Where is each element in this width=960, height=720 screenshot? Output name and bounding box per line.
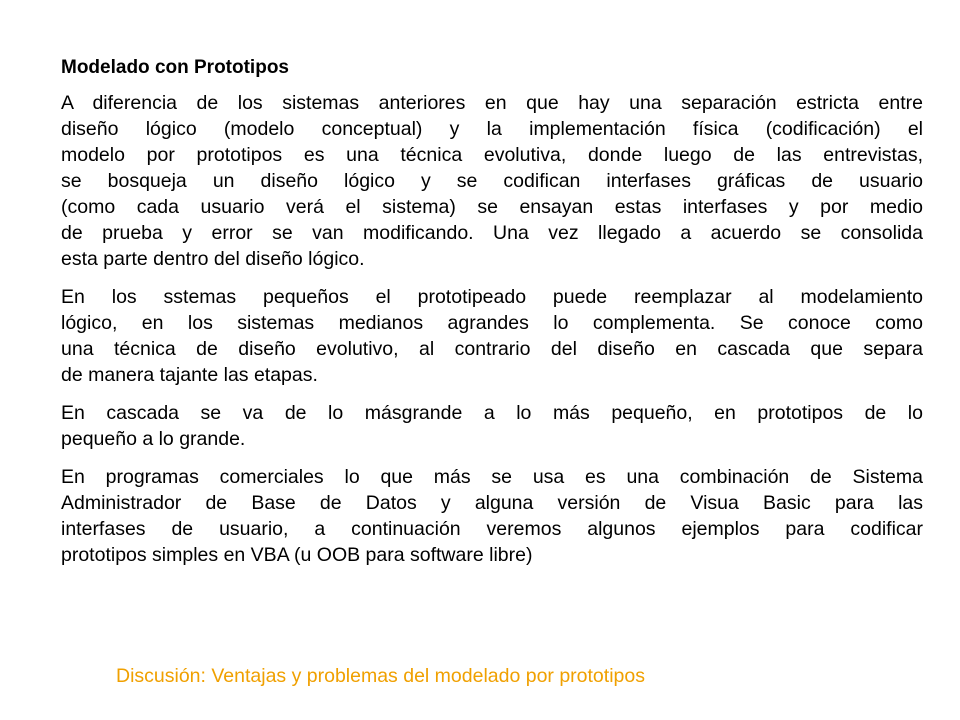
paragraph-line: diseño lógico (modelo conceptual) y la implementación física (codificación) el (61, 118, 923, 140)
paragraph-line: En cascada se va de lo másgrande a lo más pequeño, en prototipos de lo (61, 402, 923, 424)
paragraph-line: interfases de usuario, a continuación veremos algunos ejemplos para codificar (61, 518, 923, 540)
paragraph-line: En programas comerciales lo que más se usa es una combinación de Sistema (61, 466, 923, 488)
paragraph-line: una técnica de diseño evolutivo, al contrario del diseño en cascada que separa (61, 338, 923, 360)
paragraph-intro (61, 90, 923, 272)
slide-title: Modelado con Prototipos (61, 57, 289, 78)
slide-content (61, 55, 923, 580)
paragraph-line: pequeño a lo grande. (61, 428, 246, 450)
paragraph-line: (como cada usuario verá el sistema) se ensayan estas interfases y por medio (61, 196, 923, 218)
paragraph-line: se bosqueja un diseño lógico y se codifican interfases gráficas de usuario (61, 170, 923, 192)
paragraph-line: A diferencia de los sistemas anteriores en que hay una separación estricta entre (61, 92, 923, 114)
discussion-prompt: Discusión: Ventajas y problemas del modelado por prototipos (116, 665, 645, 687)
paragraph-small-systems (61, 284, 923, 388)
paragraph-cascade (61, 400, 923, 452)
paragraph-line: de prueba y error se van modificando. Una vez llegado a acuerdo se consolida (61, 222, 923, 244)
paragraph-line: prototipos simples en VBA (u OOB para software libre) (61, 544, 533, 566)
paragraph-line: de manera tajante las etapas. (61, 364, 318, 386)
paragraph-line: Administrador de Base de Datos y alguna versión de Visua Basic para las (61, 492, 923, 514)
paragraph-commercial (61, 464, 923, 568)
paragraph-line: En los sstemas pequeños el prototipeado puede reemplazar al modelamiento (61, 286, 923, 308)
paragraph-line: esta parte dentro del diseño lógico. (61, 248, 365, 270)
paragraph-line: modelo por prototipos es una técnica evolutiva, donde luego de las entrevistas, (61, 144, 923, 166)
paragraph-line: lógico, en los sistemas medianos agrandes lo complementa. Se conoce como (61, 312, 923, 334)
